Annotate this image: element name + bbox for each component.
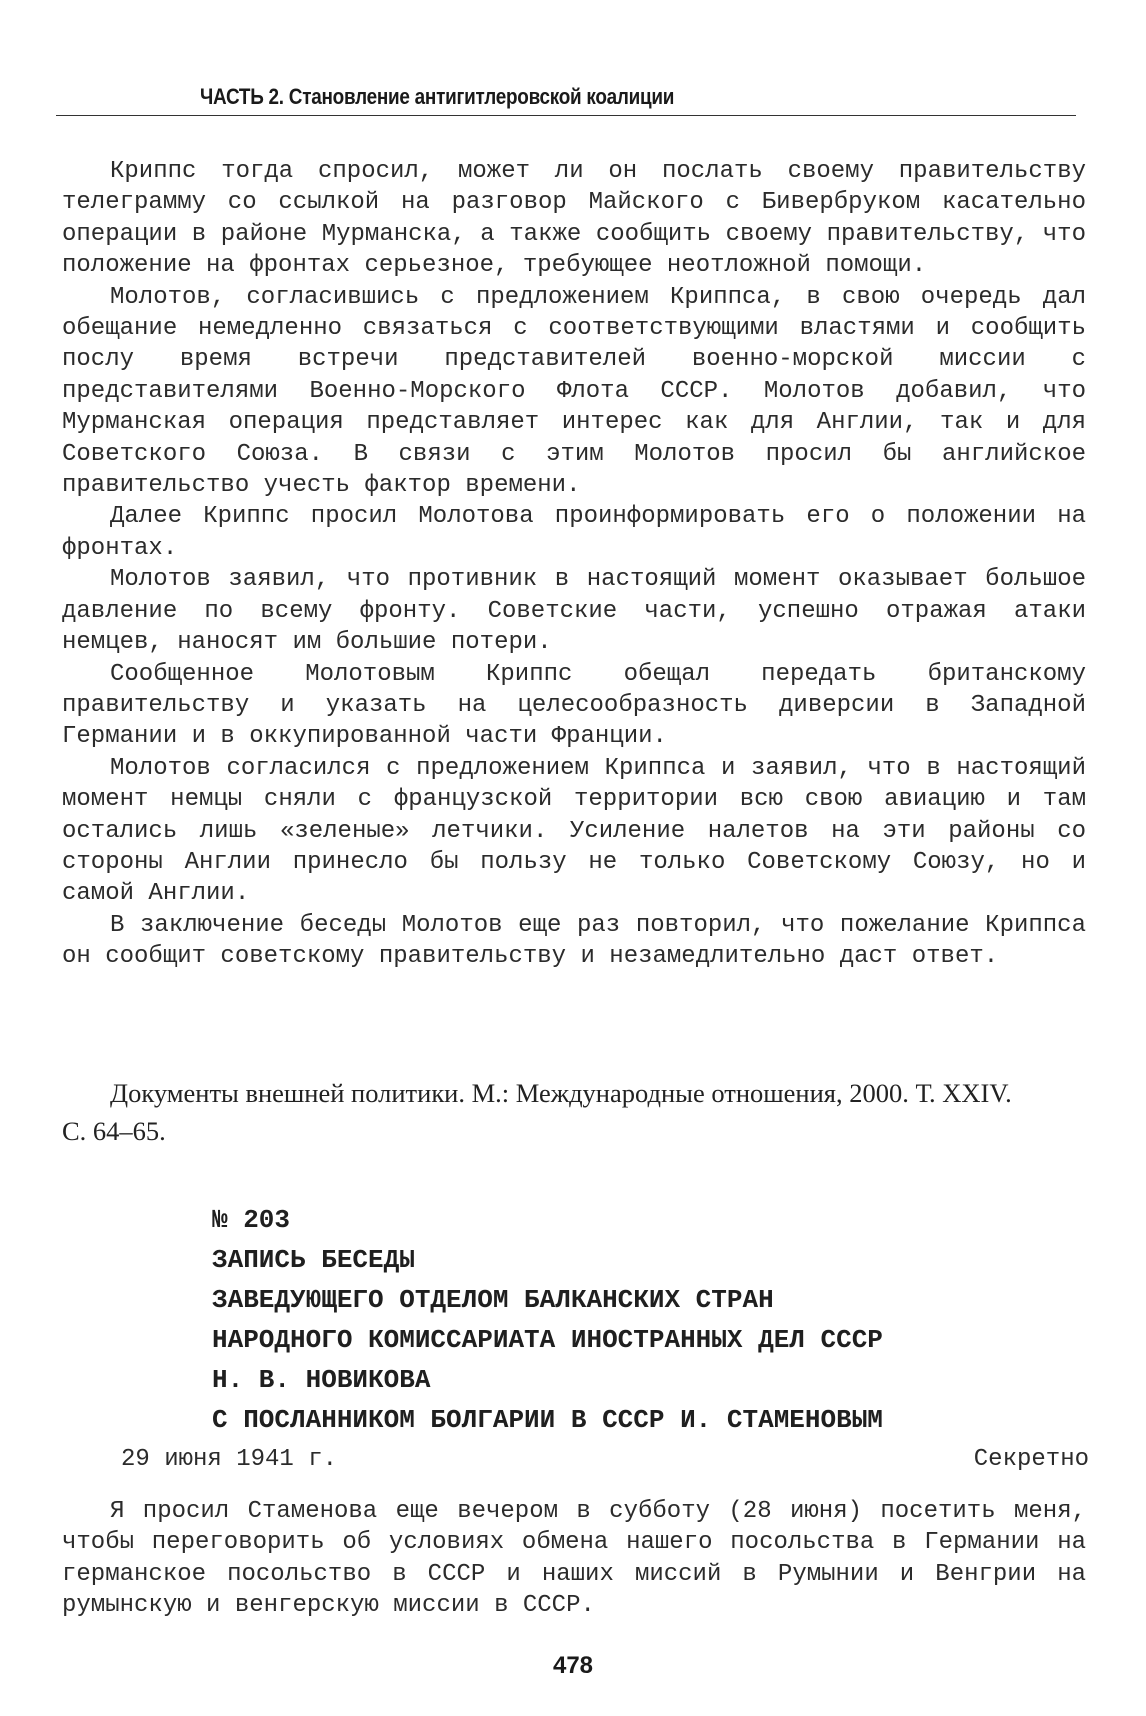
paragraph: Я просил Стаменова еще вечером в субботу (28 июня) посетить меня, чтобы переговорить об условиях обмена нашего посольства в Германии на германское посольство в СССР и наших миссий в Румынии и Венгрии на румынскую и венгерскую миссии в СССР. [62, 1498, 1086, 1620]
body-text [62, 156, 1086, 973]
document-number: № 203 [212, 1205, 291, 1235]
running-head: ЧАСТЬ 2. Становление антигитлеровской коалиции [200, 84, 675, 109]
document-date: 29 июня 1941 г. [121, 1446, 338, 1473]
paragraph: Сообщенное Молотовым Криппс обещал передать британскому правительству и указать на целесообразность диверсии в Западной Германии и в оккупированной части Франции. [62, 660, 1086, 751]
source-line: С. 64–65. [62, 1116, 166, 1146]
document-body [62, 1496, 1086, 1622]
page-number: 478 [552, 1652, 594, 1679]
paragraph: Молотов заявил, что противник в настоящий момент оказывает большое давление по всему фронту. Советские части, успешно отражая атаки немцев, наносят им большие потери. [62, 566, 1086, 657]
source-line: Документы внешней политики. М.: Международные отношения, 2000. Т. XXIV. [110, 1078, 1012, 1108]
paragraph: Молотов, согласившись с предложением Криппса, в свою очередь дал обещание немедленно связаться с соответствующими властями и сообщить послу время встречи представителей военно-морской миссии с представителями Военно-Морского Флота СССР. Молотов добавил, что Мурманская операция представляет интерес как для Англии, так и для Советского Союза. В связи с этим Молотов просил бы английское правительство учесть фактор времени. [62, 283, 1086, 500]
header-rule [56, 115, 1076, 116]
source-citation [62, 1074, 1090, 1150]
paragraph: Криппс тогда спросил, может ли он послать своему правительству телеграмму со ссылкой на разговор Майского с Бивербруком касательно операции в районе Мурманска, а также сообщить своему правительству, что положение на фронтах серьезное, требующее неотложной помощи. [62, 158, 1086, 280]
document-title-line: НАРОДНОГО КОМИССАРИАТА ИНОСТРАННЫХ ДЕЛ СССР [212, 1325, 883, 1355]
document-title-line: Н. В. НОВИКОВА [212, 1365, 431, 1395]
document-title-line: С ПОСЛАННИКОМ БОЛГАРИИ В СССР И. СТАМЕНОВЫМ [212, 1405, 883, 1435]
classification-label: Секретно [973, 1446, 1089, 1473]
document-title-line: ЗАПИСЬ БЕСЕДЫ [212, 1245, 415, 1275]
paragraph: В заключение беседы Молотов еще раз повторил, что пожелание Криппса он сообщит советскому правительству и незамедлительно даст ответ. [62, 911, 1086, 971]
document-title-line: ЗАВЕДУЮЩЕГО ОТДЕЛОМ БАЛКАНСКИХ СТРАН [212, 1285, 774, 1315]
paragraph: Далее Криппс просил Молотова проинформировать его о положении на фронтах. [62, 503, 1086, 562]
paragraph: Молотов согласился с предложением Криппса и заявил, что в настоящий момент немцы сняли с французской территории всю свою авиацию и там остались лишь «зеленые» летчики. Усиление налетов на эти районы со стороны Англии принесло бы пользу не только Советскому Союзу, но и самой Англии. [62, 754, 1086, 908]
date-row [121, 1446, 1089, 1473]
document-heading [212, 1200, 883, 1440]
